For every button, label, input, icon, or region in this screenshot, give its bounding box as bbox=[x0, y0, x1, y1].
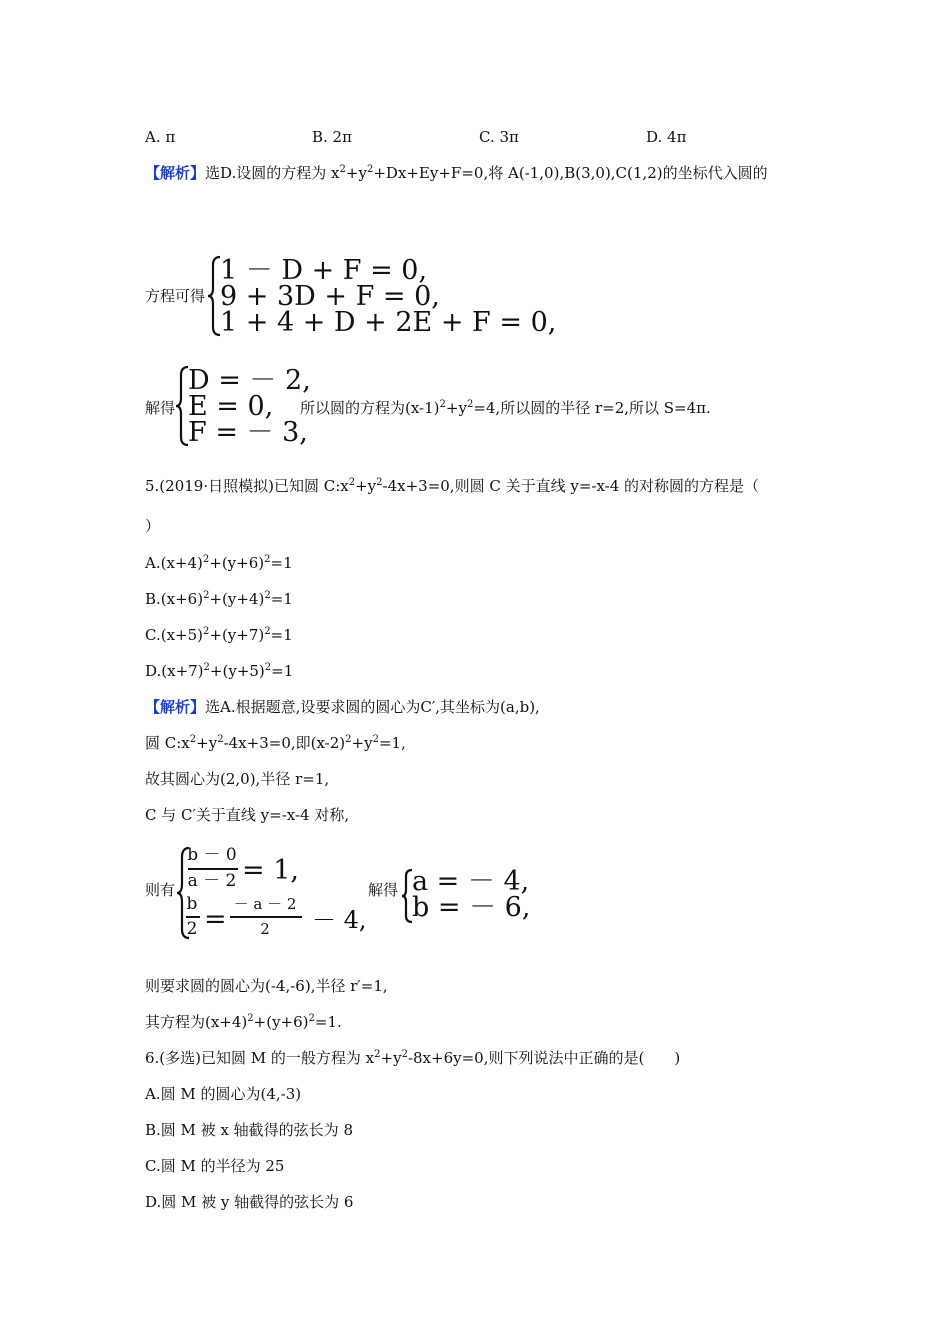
superscript: 2 bbox=[203, 590, 210, 601]
solution-text: 选A.根据题意,设要求圆的圆心为C′,其坐标为(a,b), bbox=[205, 698, 540, 716]
solution-tag: 【解析】 bbox=[145, 698, 206, 716]
question-6-stem bbox=[145, 1048, 680, 1068]
equation-rhs: = 1, bbox=[242, 855, 299, 886]
superscript: 2 bbox=[264, 626, 271, 637]
stem-part: -8x+6y=0,则下列说法中正确的是( ) bbox=[407, 1049, 681, 1067]
fraction-bar bbox=[186, 916, 200, 918]
fraction-bar bbox=[230, 916, 302, 918]
superscript: 2 bbox=[439, 399, 446, 410]
option-part: +(y+7) bbox=[209, 626, 265, 644]
stem-part: +y bbox=[355, 477, 377, 495]
solution-part: =1, bbox=[378, 734, 406, 752]
option-part: +(y+6) bbox=[209, 554, 265, 572]
superscript: 2 bbox=[466, 399, 474, 410]
q6-option-d: D.圆 M 被 y 轴截得的弦长为 6 bbox=[145, 1193, 354, 1211]
superscript: 2 bbox=[308, 1013, 315, 1024]
question-5-stem-close: ） bbox=[145, 517, 161, 535]
superscript: 2 bbox=[401, 1049, 408, 1060]
superscript: 2 bbox=[264, 662, 272, 673]
question-5-stem bbox=[145, 476, 759, 496]
option-part: =1 bbox=[270, 554, 293, 572]
option-part: C.(x+5) bbox=[145, 626, 203, 644]
solution-part: -4x+3=0,即(x-2) bbox=[223, 734, 346, 752]
superscript: 2 bbox=[366, 164, 374, 175]
stem-part: 6.(多选)已知圆 M 的一般方程为 x bbox=[145, 1049, 375, 1067]
stem-part: +y bbox=[380, 1049, 402, 1067]
equation-row: b = － 6, bbox=[412, 892, 531, 923]
equation-row: 1 + 4 + D + 2E + F = 0, bbox=[220, 307, 557, 338]
option-part: +(y+4) bbox=[209, 590, 265, 608]
q5-solution-line bbox=[145, 697, 540, 717]
q5-option-b bbox=[145, 589, 293, 609]
option-c: C. 3π bbox=[479, 128, 519, 146]
superscript: 2 bbox=[345, 734, 352, 745]
option-d: D. 4π bbox=[646, 128, 687, 146]
superscript: 2 bbox=[376, 477, 383, 488]
solved-label: 解得 bbox=[145, 399, 176, 417]
fraction-denominator: 2 bbox=[260, 920, 270, 938]
q4-solution-line bbox=[145, 163, 768, 183]
q5-solution-line-3: 故其圆心为(2,0),半径 r=1, bbox=[145, 770, 330, 788]
superscript: 2 bbox=[202, 554, 210, 565]
fraction-numerator: b bbox=[186, 894, 198, 914]
stem-part: 5.(2019·日照模拟)已知圆 C:x bbox=[145, 477, 349, 495]
q5-solution-line-4: C 与 C′关于直线 y=-x-4 对称, bbox=[145, 806, 350, 824]
then-label: 则有 bbox=[145, 881, 176, 899]
solve-label: 解得 bbox=[368, 881, 399, 899]
option-a: A. π bbox=[145, 128, 176, 146]
fraction-numerator: b － 0 bbox=[187, 845, 237, 865]
option-part: =1 bbox=[271, 662, 294, 680]
solution-part: 其方程为(x+4) bbox=[145, 1013, 248, 1031]
solution-part: +y bbox=[351, 734, 373, 752]
option-part: =1 bbox=[270, 590, 293, 608]
q5-solution-line-6 bbox=[145, 1012, 342, 1032]
equation-row: a = － 4, bbox=[412, 866, 530, 897]
superscript: 2 bbox=[374, 1049, 381, 1060]
solution-text: +Dx+Ey+F=0,将 A(-1,0),B(3,0),C(1,2)的坐标代入圆的 bbox=[373, 164, 768, 182]
q5-option-d bbox=[145, 661, 293, 681]
solution-text: 选D.设圆的方程为 x bbox=[205, 164, 340, 182]
superscript: 2 bbox=[203, 626, 210, 637]
conclusion-text bbox=[300, 398, 711, 418]
conclusion-part: 所以圆的方程为(x-1) bbox=[300, 399, 440, 417]
option-part: D.(x+7) bbox=[145, 662, 204, 680]
q5-solution-line-5: 则要求圆的圆心为(-4,-6),半径 r′=1, bbox=[145, 977, 388, 995]
option-part: +(y+5) bbox=[209, 662, 265, 680]
solution-part: 圆 C:x bbox=[145, 734, 190, 752]
q6-option-c: C.圆 M 的半径为 25 bbox=[145, 1157, 285, 1175]
fraction-denominator: 2 bbox=[186, 919, 198, 939]
superscript: 2 bbox=[217, 734, 224, 745]
solution-text: +y bbox=[345, 164, 367, 182]
equation-row: 1 － D + F = 0, bbox=[220, 255, 428, 286]
option-part: =1 bbox=[270, 626, 293, 644]
q6-option-a: A.圆 M 的圆心为(4,-3) bbox=[145, 1085, 302, 1103]
stem-part: -4x+3=0,则圆 C 关于直线 y=-x-4 的对称圆的方程是（ bbox=[382, 477, 760, 495]
fraction-bar bbox=[188, 868, 238, 870]
equation-row: E = 0, bbox=[188, 391, 274, 422]
q5-option-a bbox=[145, 553, 293, 573]
superscript: 2 bbox=[264, 554, 271, 565]
option-part: A.(x+4) bbox=[145, 554, 203, 572]
superscript: 2 bbox=[189, 734, 197, 745]
q5-solution-line-2 bbox=[145, 733, 406, 753]
equation-row: D = － 2, bbox=[188, 365, 311, 396]
q6-option-b: B.圆 M 被 x 轴截得的弦长为 8 bbox=[145, 1121, 353, 1139]
option-b: B. 2π bbox=[312, 128, 352, 146]
conclusion-part: =4,所以圆的半径 r=2,所以 S=4π. bbox=[473, 399, 711, 417]
superscript: 2 bbox=[247, 1013, 254, 1024]
conclusion-part: +y bbox=[445, 399, 467, 417]
equation-intro: 方程可得 bbox=[145, 287, 206, 305]
equation-tail: － 4, bbox=[312, 906, 367, 934]
equation-row: 9 + 3D + F = 0, bbox=[220, 281, 440, 312]
superscript: 2 bbox=[203, 662, 210, 673]
superscript: 2 bbox=[339, 164, 346, 175]
fraction-numerator: － a － 2 bbox=[233, 895, 297, 913]
option-part: B.(x+6) bbox=[145, 590, 204, 608]
superscript: 2 bbox=[372, 734, 379, 745]
solution-part: +(y+6) bbox=[253, 1013, 309, 1031]
q5-option-c bbox=[145, 625, 293, 645]
equation-row: F = － 3, bbox=[188, 417, 308, 448]
solution-part: =1. bbox=[314, 1013, 342, 1031]
superscript: 2 bbox=[264, 590, 271, 601]
solution-part: +y bbox=[196, 734, 218, 752]
solution-tag: 【解析】 bbox=[145, 164, 206, 182]
equals-sign: = bbox=[204, 904, 227, 935]
fraction-denominator: a － 2 bbox=[187, 871, 237, 891]
superscript: 2 bbox=[348, 477, 356, 488]
